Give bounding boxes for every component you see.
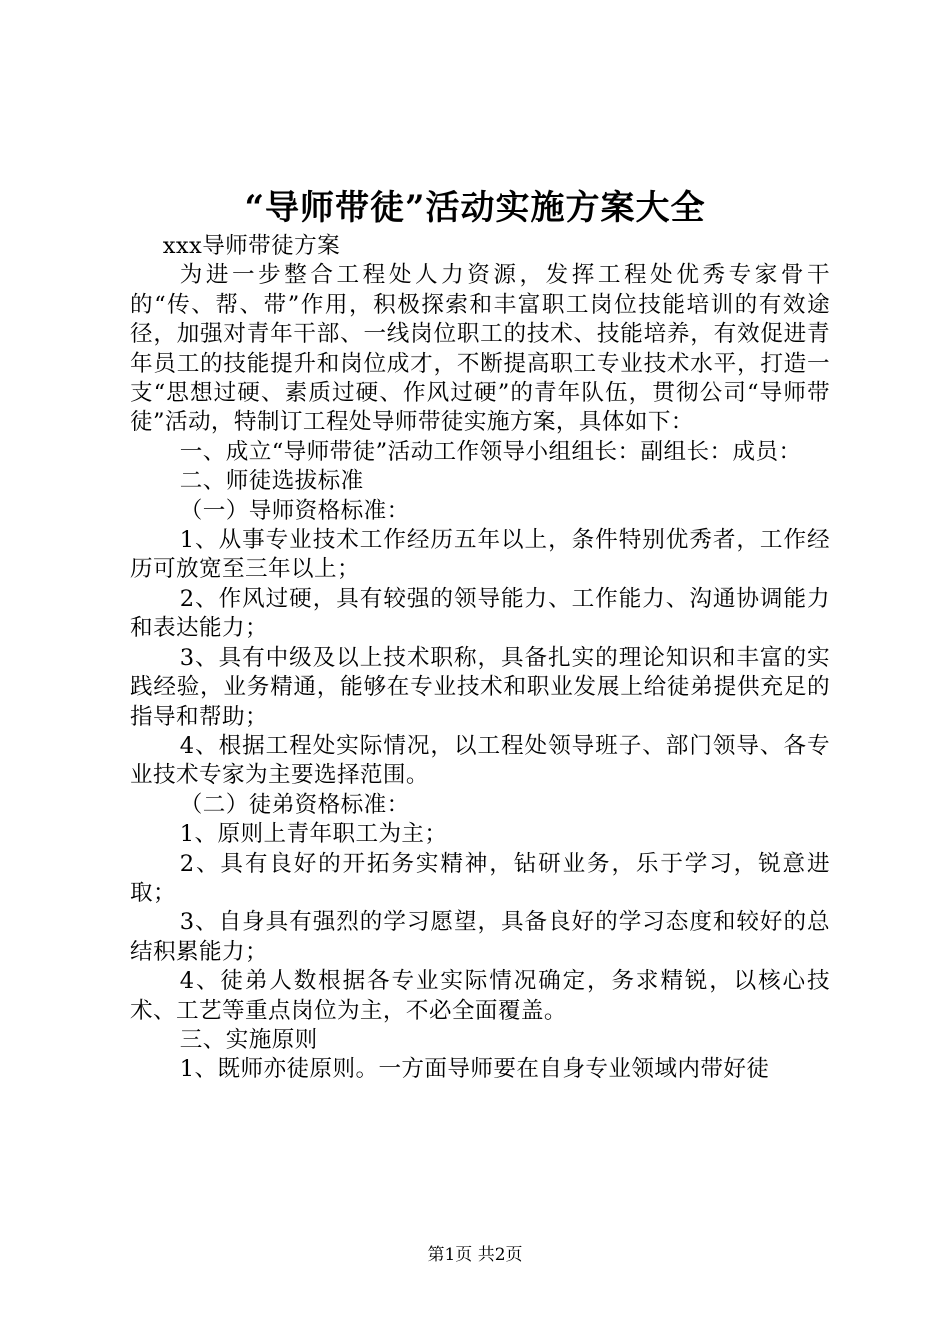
paragraph-principle-item-1: 1、既师亦徒原则。一方面导师要在自身专业领域内带好徒 <box>179 1056 770 1083</box>
paragraph-apprentice-item-4: 4、徒弟人数根据各专业实际情况确定，务求精锐，以核心技术、工艺等重点岗位为主，不必全面覆盖。 <box>130 968 830 1024</box>
paragraph-apprentice-item-2: 2、具有良好的开拓务实精神，钻研业务，乐于学习，锐意进取； <box>130 850 830 906</box>
paragraph-plan-name: xxx导师带徒方案 <box>162 233 341 259</box>
paragraph-subsection-apprentice: （二）徒弟资格标准： <box>179 791 410 818</box>
paragraph-intro: 为进一步整合工程处人力资源，发挥工程处优秀专家骨干的“传、帮、带”作用，积极探索和丰富职工岗位技能培训的有效途径，加强对青年干部、一线岗位职工的技术、技能培养，有效促进青年员工的技能提升和岗位成才，不断提高职工专业技术水平，打造一支“思想过硬、素质过硬、作风过硬”的青年队伍，贯彻公司“导师带徒”活动，特制订工程处导师带徒实施方案，具体如下： <box>130 262 830 436</box>
paragraph-apprentice-item-1: 1、原则上青年职工为主； <box>179 821 448 848</box>
paragraph-mentor-item-4: 4、根据工程处实际情况，以工程处领导班子、部门领导、各专业技术专家为主要选择范围。 <box>130 732 830 789</box>
document-body <box>130 232 830 1085</box>
paragraph-mentor-item-1: 1、从事专业技术工作经历五年以上，条件特别优秀者，工作经历可放宽至三年以上； <box>130 527 830 583</box>
document-title: “导师带徒”活动实施方案大全 <box>244 188 706 228</box>
paragraph-mentor-item-3: 3、具有中级及以上技术职称，具备扎实的理论知识和丰富的实践经验，业务精通，能够在专业技术和职业发展上给徒弟提供充足的指导和帮助； <box>130 644 830 730</box>
paragraph-subsection-mentor: （一）导师资格标准： <box>179 497 410 524</box>
paragraph-section-1: 一、成立“导师带徒”活动工作领导小组组长：副组长：成员： <box>179 438 802 465</box>
paragraph-section-2: 二、师徒选拔标准 <box>179 468 364 495</box>
paragraph-mentor-item-2: 2、作风过硬，具有较强的领导能力、工作能力、沟通协调能力和表达能力； <box>130 585 830 642</box>
page-footer: 第1页 共2页 <box>427 1245 523 1265</box>
paragraph-section-3: 三、实施原则 <box>179 1026 318 1053</box>
paragraph-apprentice-item-3: 3、自身具有强烈的学习愿望，具备良好的学习态度和较好的总结积累能力； <box>130 909 830 965</box>
